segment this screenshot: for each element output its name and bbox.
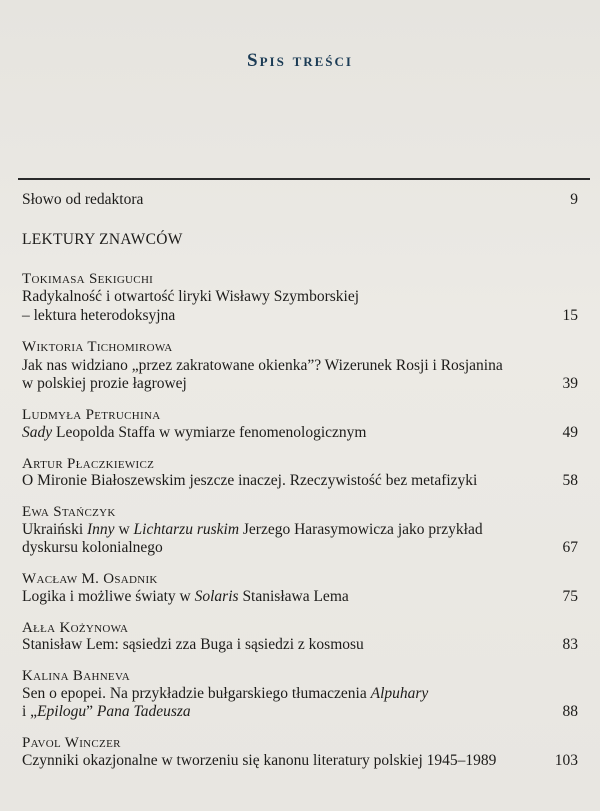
- entry-title: [22, 588, 578, 606]
- entry-title-italic: Inny: [87, 521, 115, 538]
- entry-title-italic: Lichtarzu ruskim: [133, 521, 240, 538]
- entry-title-cont: [22, 307, 578, 325]
- page-number: 67: [562, 539, 578, 556]
- entry-title-line2: w polskiej prozie łagrowej: [22, 375, 187, 392]
- entry-title-cont: [22, 703, 578, 721]
- entry-title-line2: – lektura heterodoksyjna: [22, 307, 176, 324]
- entry-title-text: O Mironie Białoszewskim jeszcze inaczej. Rzeczywistość bez metafizyki: [22, 472, 478, 489]
- entry-title: [22, 521, 578, 539]
- entry-author: Wacław M. Osadnik: [22, 571, 158, 587]
- entry-title: Jak nas widziano „przez zakratowane okienka”? Wizerunek Rosji i Rosjanina: [22, 357, 503, 374]
- page-number: 83: [562, 636, 578, 653]
- entry-title: [22, 685, 578, 703]
- page-number: 88: [562, 703, 578, 720]
- entry-title-italic: Alpuhary: [370, 685, 429, 702]
- page-number: 103: [554, 752, 578, 769]
- entry-author: Ludmyła Petruchina: [22, 407, 161, 423]
- entry-title-part: Logika i możliwe światy w: [22, 588, 195, 605]
- entry-title: [22, 752, 578, 770]
- page-number: 58: [562, 472, 578, 489]
- page-number: 75: [562, 588, 578, 605]
- entry-author: Ałła Kożynowa: [22, 620, 129, 636]
- entry-title-italic: Sady: [22, 424, 53, 441]
- entry-title-italic: Pana Tadeusza: [96, 703, 191, 720]
- entry-title: Słowo od redaktora: [22, 191, 144, 208]
- entry-title-rest: Leopolda Staffa w wymiarze fenomenologicznym: [52, 424, 367, 441]
- entry-title: [22, 472, 578, 490]
- page-number: 9: [570, 191, 578, 208]
- entry-author: Wiktoria Tichomirowa: [22, 339, 173, 355]
- entry-author: Pavol Winczer: [22, 735, 121, 751]
- page-number: 49: [562, 424, 578, 441]
- toc-entry-foreword: [22, 191, 578, 209]
- entry-title: [22, 636, 578, 654]
- entry-title-cont: [22, 375, 578, 393]
- entry-title-part: i „: [22, 703, 38, 720]
- entry-author: Kalina Bahneva: [22, 668, 131, 684]
- entry-author: Tokimasa Sekiguchi: [22, 271, 154, 287]
- entry-title: Radykalność i otwartość liryki Wisławy Szymborskiej: [22, 288, 360, 305]
- divider: [18, 178, 590, 180]
- entry-title-italic: Epilogu: [37, 703, 87, 720]
- entry-title-part: Stanisława Lema: [238, 588, 349, 605]
- page-title: Spis treści: [247, 50, 353, 71]
- page-number: 39: [562, 375, 578, 392]
- entry-author: Artur Płaczkiewicz: [22, 456, 155, 472]
- entry-title-text: Stanisław Lem: sąsiedzi zza Buga i sąsiedzi z kosmosu: [22, 636, 364, 653]
- section-heading: LEKTURY ZNAWCÓW: [22, 231, 183, 248]
- entry-title-cont: [22, 539, 578, 557]
- entry-title-part: Ukraiński: [22, 521, 88, 538]
- entry-title-italic: Solaris: [194, 588, 239, 605]
- entry-title-line2: dyskursu kolonialnego: [22, 539, 163, 556]
- entry-title-part: Jerzego Harasymowicza jako przykład: [239, 521, 483, 538]
- entry-title-text: Czynniki okazjonalne w tworzeniu się kanonu literatury polskiej 1945–1989: [22, 752, 497, 769]
- entry-title: [22, 424, 578, 442]
- entry-title-part: ”: [86, 703, 97, 720]
- page-number: 15: [562, 307, 578, 324]
- entry-title-part: w: [114, 521, 134, 538]
- entry-title-part: Sen o epopei. Na przykładzie bułgarskiego tłumaczenia: [22, 685, 371, 702]
- entry-author: Ewa Stańczyk: [22, 504, 116, 520]
